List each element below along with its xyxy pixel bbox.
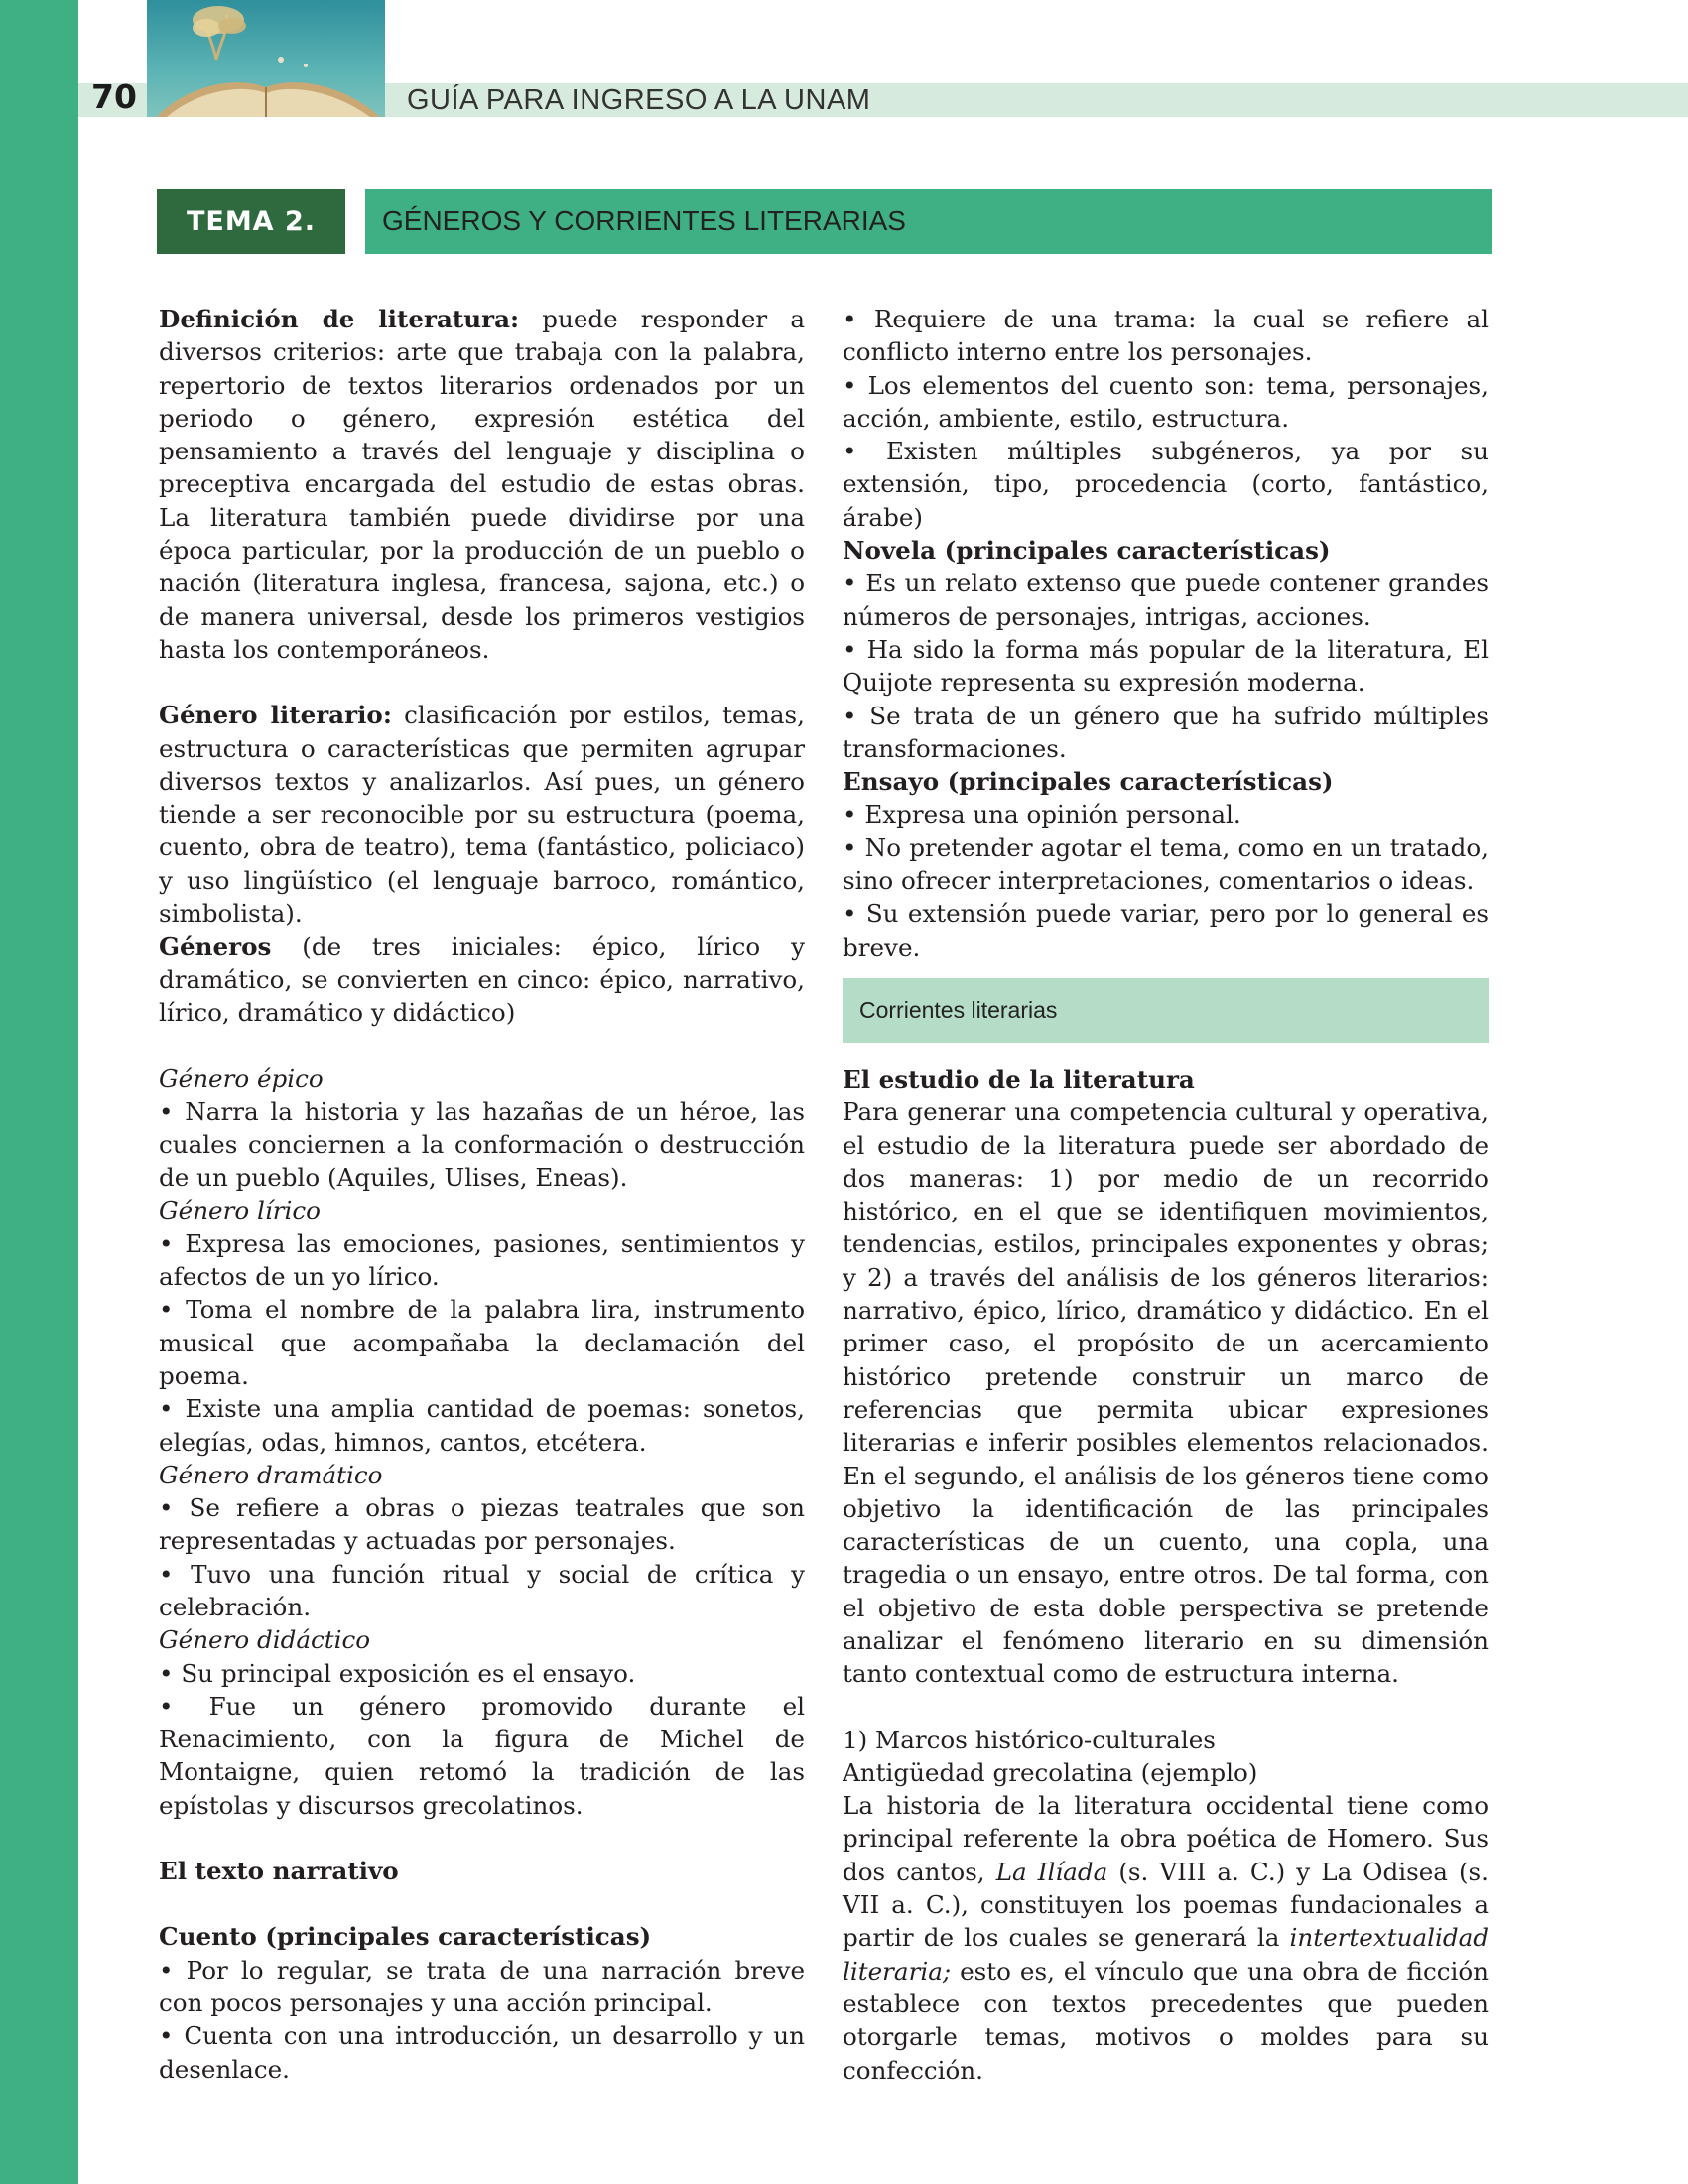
page-number: 70 xyxy=(91,77,137,116)
header-book-image xyxy=(147,0,385,117)
bullet-item: • No pretender agotar el tema, como en un tratado, sino ofrecer interpretaciones, comentarios o ideas. xyxy=(843,833,1489,896)
subheading: Género didáctico xyxy=(159,1625,371,1655)
literary-genre-definition: Género literario: clasificación por estilos, temas, estructura o características que permiten agrupar diversos textos y analizarlos. Así pues, un género tiende a ser reconocible por su estructura (poema, cuento, obra de teatro), tema (fantástico, policiaco) y uso lingüístico (el lenguaje barroco, romántico, simbolista). xyxy=(159,701,805,929)
bullet-item: • Ha sido la forma más popular de la literatura, El Quijote representa su expresión moderna. xyxy=(843,634,1489,698)
section-heading: Ensayo (principales características) xyxy=(843,767,1334,797)
bullet-item: • Fue un género promovido durante el Renacimiento, con la figura de Michel de Montaigne, quien retomó la tradición de las epístolas y discursos grecolatinos. xyxy=(159,1691,805,1820)
bullet-item: • Expresa una opinión personal. xyxy=(843,800,1241,830)
currents-heading-band: Corrientes literarias xyxy=(843,978,1489,1043)
term: Definición de literatura: xyxy=(159,305,520,333)
history-paragraph: La historia de la literatura occidental tiene como principal referente la obra poética de Homero. Sus dos cantos, La Ilíada (s. VIII a. C.) y La Odisea (s. VII a. C.), constituyen los poemas fundacionales a partir de los cuales se generará la intertextualidad literaria; esto es, el vínculo que una obra de ficción establece con textos precedentes que pueden otorgarle temas, motivos o moldes para su confección. xyxy=(843,1791,1489,2085)
bullet-item: • Cuenta con una introducción, un desarrollo y un desenlace. xyxy=(159,2021,805,2084)
study-paragraph: Para generar una competencia cultural y operativa, el estudio de la literatura puede ser abordado de dos maneras: 1) por medio de un recorrido histórico, en el que se identifiquen movimientos, tendencias, estilos, principales exponentes y obras; y 2) a través del análisis de los géneros literarios: narrativo, épico, lírico, dramático y didáctico. En el primer caso, el propósito de un acercamiento histórico pretende construir un marco de referencias que permita ubicar expresiones literarias e inferir posibles elementos relacionados. En el segundo, el análisis de los géneros tiene como objetivo la identificación de las principales características de un cuento, una copla, una tragedia o un ensayo, entre otros. De tal forma, con el objetivo de esta doble perspectiva se pretende analizar el fenómeno literario en su dimensión tanto contextual como de estructura interna. xyxy=(843,1097,1489,1689)
term: Género literario: xyxy=(159,701,392,730)
bullet-item: • Toma el nombre de la palabra lira, instrumento musical que acompañaba la declamación del poema. xyxy=(159,1295,805,1390)
subheading: Género épico xyxy=(159,1064,324,1093)
term-intertextuality: intertextualidad literaria; xyxy=(843,1923,1489,1986)
literature-definition: Definición de literatura: puede responder a diversos criterios: arte que trabaja con la palabra, repertorio de textos literarios ordenados por un periodo o género, expresión estética del pensamiento a través del lenguaje y disciplina o preceptiva encargada del estudio de estas obras. La literatura también puede dividirse por una época particular, por la producción de un pueblo o nación (literatura inglesa, francesa, sajona, etc.) o de manera universal, desde los primeros vestigios hasta los contemporáneos. xyxy=(159,305,805,664)
subheading: Género dramático xyxy=(159,1460,383,1489)
bullet-item: • Su principal exposición es el ensayo. xyxy=(159,1658,636,1688)
bullet-item: • Expresa las emociones, pasiones, sentimientos y afectos de un yo lírico. xyxy=(159,1228,805,1292)
title-iliad: La Ilíada xyxy=(995,1857,1108,1886)
antiquity-heading: Antigüedad grecolatina (ejemplo) xyxy=(843,1757,1258,1787)
section-heading: Cuento (principales características) xyxy=(159,1922,652,1952)
bullet-item: • Por lo regular, se trata de una narración breve con pocos personajes y una acción principal. xyxy=(159,1955,805,2017)
bullet-item: • Se refiere a obras o piezas teatrales que son representadas y actuadas por personajes. xyxy=(159,1493,805,1556)
topic-title: GÉNEROS Y CORRIENTES LITERARIAS xyxy=(365,189,1492,254)
bullet-item: • Su extensión puede variar, pero por lo general es breve. xyxy=(843,899,1489,962)
left-column xyxy=(159,303,805,2086)
bullet-item: • Existe una amplia cantidad de poemas: sonetos, elegías, odas, himnos, cantos, etcétera. xyxy=(159,1394,805,1457)
bullet-item: • Requiere de una trama: la cual se refiere al conflicto interno entre los personajes. xyxy=(843,305,1489,367)
bullet-item: • Se trata de un género que ha sufrido múltiples transformaciones. xyxy=(843,701,1489,763)
frames-heading: 1) Marcos histórico-culturales xyxy=(843,1725,1216,1754)
bullet-item: • Narra la historia y las hazañas de un héroe, las cuales conciernen a la conformación o destrucción de un pueblo (Aquiles, Ulises, Eneas). xyxy=(159,1096,805,1193)
genres-paragraph: Géneros (de tres iniciales: épico, lírico y dramático, se convierten en cinco: épico, narrativo, lírico, dramático y didáctico) xyxy=(159,932,805,1027)
guide-title: GUÍA PARA INGRESO A LA UNAM xyxy=(407,84,871,116)
side-color-bar xyxy=(0,0,78,2184)
bullet-item: • Existen múltiples subgéneros, ya por su extensión, tipo, procedencia (corto, fantástico, árabe) xyxy=(843,437,1489,532)
section-heading: Novela (principales características) xyxy=(843,536,1331,566)
term: Géneros xyxy=(159,932,272,962)
bullet-item: • Los elementos del cuento son: tema, personajes, acción, ambiente, estilo, estructura. xyxy=(843,370,1489,433)
subheading: Género lírico xyxy=(159,1196,321,1225)
bullet-item: • Tuvo una función ritual y social de crítica y celebración. xyxy=(159,1559,805,1621)
section-heading: El estudio de la literatura xyxy=(843,1064,1195,1093)
topic-label: TEMA 2. xyxy=(157,189,345,254)
section-heading: El texto narrativo xyxy=(159,1857,399,1886)
bullet-item: • Es un relato extenso que puede contener grandes números de personajes, intrigas, acciones. xyxy=(843,569,1489,631)
right-column xyxy=(843,303,1489,2087)
